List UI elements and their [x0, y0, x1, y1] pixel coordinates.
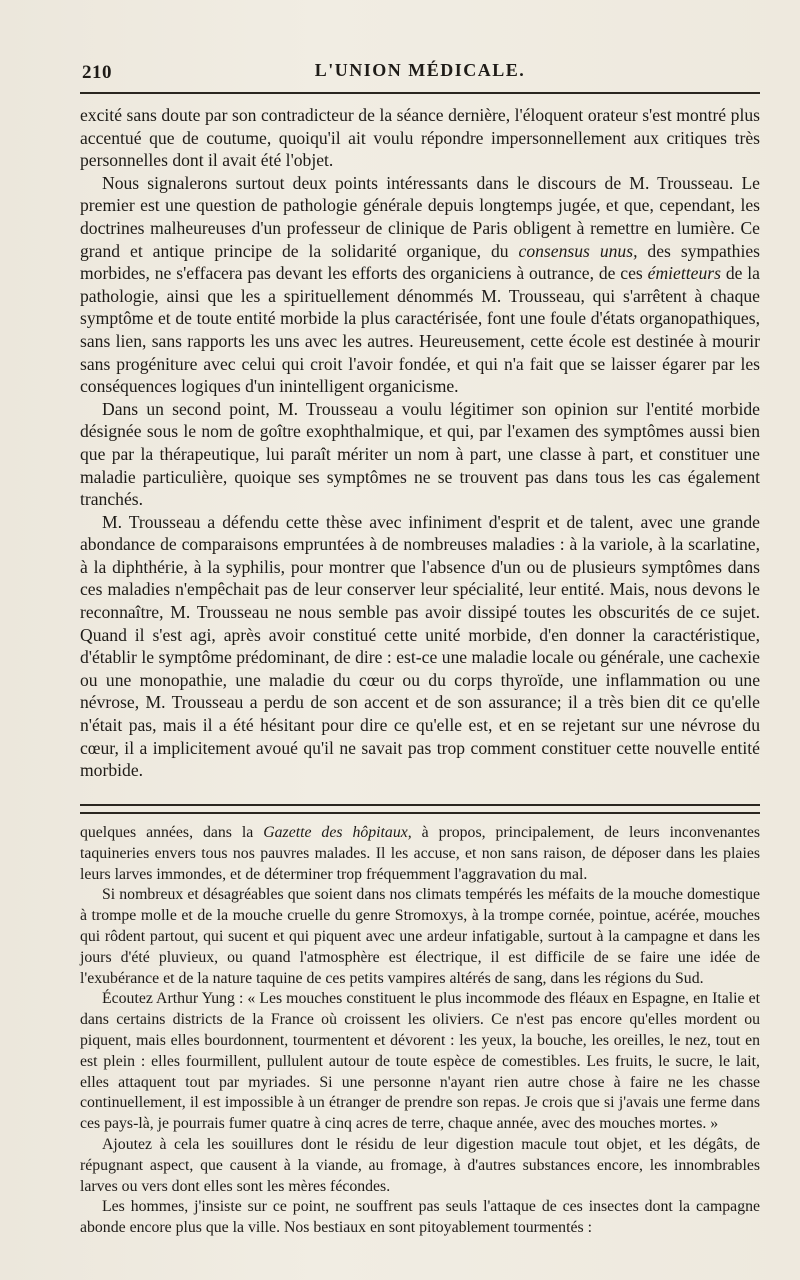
article-paragraph-4: M. Trousseau a défendu cette thèse avec infiniment d'esprit et de talent, avec une grande abondance de comparaisons empruntées à de nombreuses maladies : à la variole, à la scarlatine, à la diphthérie, à la syphilis, pour montrer que l'absence d'un ou de plusieurs symptômes dans ces maladies n'empêchait pas de leur conserver leur spécialité, leur entité. Mais, nous devons le reconnaître, M. Trousseau ne nous semble pas avoir dissipé toutes les obscurités de ce sujet. Quand il s'est agi, après avoir constitué cette unité morbide, d'en donner la caractéristique, d'établir le symptôme prédominant, de dire : est-ce une maladie locale ou générale, une cachexie ou une monopathie, une maladie du cœur ou du corps thyroïde, une inflammation ou une névrose, M. Trousseau a perdu de son accent et de son assurance; il a très bien dit ce qu'elle n'était pas, mais il a été hésitant pour dire ce qu'elle est, et en se rejetant sur une névrose du cœur, il a implicitement avoué qu'il ne savait pas trop comment constituer cette nouvelle entité morbide. — [80, 511, 760, 781]
feuilleton-paragraph-1 — [80, 823, 760, 885]
feuilleton-italic-title: Gazette des hôpitaux, — [263, 824, 412, 841]
feuilleton-text: quelques années, dans la — [80, 824, 264, 841]
page-header — [80, 54, 760, 90]
section-divider — [80, 804, 760, 814]
article-text: Nous signalerons surtout deux points intéressants dans le discours de M. Trousseau. Le premier est une question de pathologie générale depuis longtemps jugée, et que, cependant, les doctrines malheureuses d'un professeur de clinique de Paris obligent à remettre en lumière. Ce grand et antique principe de la solidarité organique, du — [80, 172, 760, 261]
article-text: de la pathologie, ainsi que les a spirituellement dénommés M. Trousseau, qui s'arrêtent à chaque symptôme et de toute entité morbide la plus caractérisée, font une foule d'états organopathiques, sans lien, sans rapports les uns avec les autres. Heureusement, cette école est destinée à mourir sans progéniture avec celui qui croit l'avoir fondée, et qui n'a fait que se laisser égarer par les conséquences logiques d'un inintelligent organicisme. — [80, 263, 760, 397]
article-italic-term: émietteurs — [647, 263, 721, 284]
article-paragraph-3: Dans un second point, M. Trousseau a voulu légitimer son opinion sur l'entité morbide désignée sous le nom de goître exophthalmique, et qui, par l'examen des symptômes aussi bien que par la thérapeutique, lui paraît mériter un nom à part, une classe à part, et constituer une maladie particulière, quoique ses symptômes ne se trouvent pas dans tous les cas également tranchés. — [80, 398, 760, 510]
feuilleton-paragraph-3: Écoutez Arthur Yung : « Les mouches constituent le plus incommode des fléaux en Espagne, en Italie et dans certains districts de la France où croissent les oliviers. Ce n'est pas encore qu'elles mordent ou piquent, mais elles bourdonnent, tourmentent et dévorent : les yeux, la bouche, les oreilles, le nez, tout en est plein : elles fourmillent, pullulent autour de toute espèce de comestibles. Les fruits, le sucre, le lait, elles attaquent tout par myriades. Si une personne n'ayant rien autre chose à faire ne les chasse continuellement, il est impossible à un étranger de prendre son repas. Je crois que si j'avais une ferme dans ces pays-là, je pourrais fumer quatre à cinq acres de terre, chaque année, avec des mouches mortes. » — [80, 990, 760, 1133]
running-title: L'UNION MÉDICALE. — [314, 60, 526, 80]
feuilleton-text: à propos, principalement, de leurs inconvenantes taquineries envers tous nos pauvres malades. Il les accuse, et non sans raison, de déposer dans les plaies leurs larves immondes, et de déterminer trop fréquemment l'aggravation du mal. — [80, 824, 761, 883]
article-body — [80, 104, 760, 782]
page-number: 210 — [82, 62, 112, 83]
article-text: des sympathies morbides, ne s'effacera pas devant les efforts des organiciens à outrance, de ces — [80, 240, 760, 284]
feuilleton-paragraph-2: Si nombreux et désagréables que soient dans nos climats tempérés les méfaits de la mouche domestique à trompe molle et de la mouche cruelle du genre Stromoxys, à la trompe cornée, pointue, acérée, mouches qui rôdent partout, qui sucent et qui piquent avec une ardeur infatigable, surtout à la campagne et dans les jours d'été pluvieux, ou quand l'atmosphère est électrique, il est difficile de se faire une idée de l'exubérance et de la nature taquine de ces petits vampires altérés de sang, dans les régions du Sud. — [80, 886, 760, 987]
feuilleton-paragraph-5: Les hommes, j'insiste sur ce point, ne souffrent pas seuls l'attaque de ces insectes dont la campagne abonde encore plus que la ville. Nos bestiaux en sont pitoyablement tourmentés : — [80, 1198, 760, 1237]
feuilleton-body — [80, 823, 760, 1239]
header-rule — [80, 92, 760, 94]
feuilleton-paragraph-4: Ajoutez à cela les souillures dont le résidu de leur digestion macule tout objet, et les dégâts, de répugnant aspect, que causent à la viande, au fromage, à d'autres substances encore, les innombrables larves ou vers dont elles sont les mères fécondes. — [80, 1135, 760, 1195]
article-italic-term: consensus unus, — [518, 240, 638, 261]
article-paragraph-1: excité sans doute par son contradicteur de la séance dernière, l'éloquent orateur s'est montré plus accentué que de coutume, quoiqu'il ait voulu répondre impersonnellement aux critiques très personnelles dont il avait été l'objet. — [80, 105, 760, 171]
article-paragraph-2 — [80, 172, 760, 398]
